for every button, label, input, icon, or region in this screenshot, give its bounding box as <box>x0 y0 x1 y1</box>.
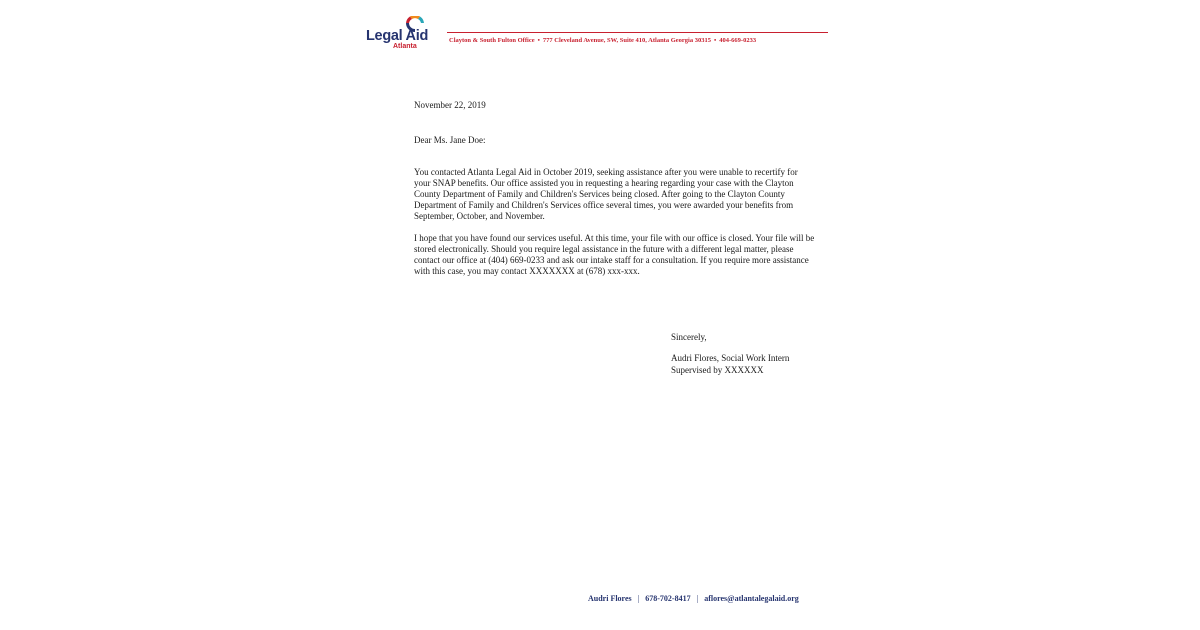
footer-separator: | <box>637 594 640 603</box>
separator-dot: • <box>713 37 717 44</box>
letter-date: November 22, 2019 <box>414 100 486 110</box>
signature-name: Audri Flores, Social Work Intern <box>671 353 790 363</box>
footer-phone: 678-702-8417 <box>645 594 691 603</box>
salutation: Dear Ms. Jane Doe: <box>414 135 486 145</box>
signature-supervisor: Supervised by XXXXXX <box>671 365 764 375</box>
footer-contact <box>588 594 799 603</box>
header-rule <box>447 32 828 33</box>
footer-separator: | <box>696 594 699 603</box>
footer-email[interactable]: aflores@atlantalegalaid.org <box>704 594 799 603</box>
closing: Sincerely, <box>671 332 707 342</box>
logo-city: Atlanta <box>393 43 417 50</box>
footer-name: Audri Flores <box>588 594 632 603</box>
office-phone: 404-669-0233 <box>719 37 757 44</box>
body-paragraph-1: You contacted Atlanta Legal Aid in October 2019, seeking assistance after you were unable to recertify for your SNAP benefits. Our office assisted you in requesting a hearing regarding your case with the Clayton County Department of Family and Children's Services being closed. After going to the Clayton County Department of Family and Children's Services office several times, you were awarded your benefits from September, October, and November. <box>414 167 798 221</box>
office-info <box>449 37 829 44</box>
office-address: 777 Cleveland Avenue, SW, Suite 410, Atlanta Georgia 30315 <box>542 37 711 44</box>
office-name: Clayton & South Fulton Office <box>449 37 535 44</box>
logo-wordmark: Legal Aid <box>366 28 429 44</box>
separator-dot: • <box>537 37 540 44</box>
body-paragraph-2: I hope that you have found our services useful. At this time, your file with our office is closed. Your file will be stored electronically. Should you require legal assistance in the future with a different legal matter, please contact our office at (404) 669-0233 and ask our intake staff for a consultation. If you require more assistance with this case, you may contact XXXXXXX at (678) xxx-xxx. <box>414 233 815 276</box>
legal-aid-logo <box>366 16 429 50</box>
